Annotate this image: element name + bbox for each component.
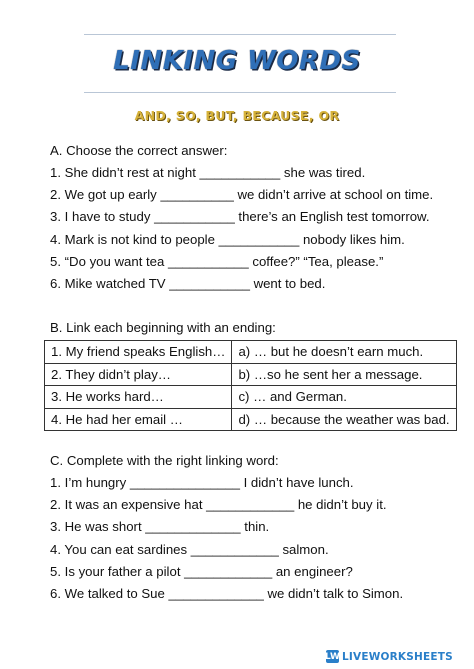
section-a-heading: A. Choose the correct answer:	[50, 143, 228, 158]
beginning-cell: 3. He works hard…	[45, 386, 232, 409]
table-row	[45, 341, 457, 364]
section-c-heading: C. Complete with the right linking word:	[50, 453, 279, 468]
page-title: LINKING WORDS	[113, 46, 361, 76]
section-c-item: 6. We talked to Sue _____________ we didn’t talk to Simon.	[50, 586, 404, 601]
page-subtitle: AND, SO, BUT, BECAUSE, OR	[134, 108, 340, 123]
section-a-item: 1. She didn’t rest at night ___________ she was tired.	[50, 165, 366, 180]
beginning-cell: 2. They didn’t play…	[45, 363, 232, 386]
beginning-cell: 4. He had her email …	[45, 408, 232, 431]
table-row	[45, 363, 457, 386]
ending-cell: c) … and German.	[232, 386, 456, 409]
liveworksheets-icon: LW	[325, 651, 340, 662]
matching-table	[44, 340, 457, 431]
section-a-item: 4. Mark is not kind to people ___________ nobody likes him.	[50, 232, 405, 247]
table-row	[45, 408, 457, 431]
ending-cell: b) …so he sent her a message.	[232, 363, 456, 386]
ending-cell: d) … because the weather was bad.	[232, 408, 456, 431]
section-a-item: 2. We got up early __________ we didn’t arrive at school on time.	[50, 187, 434, 202]
table-row	[45, 386, 457, 409]
section-a-item: 6. Mike watched TV ___________ went to bed.	[50, 276, 326, 291]
section-c-item: 5. Is your father a pilot ____________ an engineer?	[50, 564, 353, 579]
section-a-item: 5. “Do you want tea ___________ coffee?” “Tea, please.”	[50, 254, 384, 269]
section-c-item: 1. I’m hungry _______________ I didn’t have lunch.	[50, 475, 354, 490]
brand-name: LIVEWORKSHEETS	[342, 650, 453, 663]
top-divider	[84, 34, 396, 35]
title-divider	[84, 92, 396, 93]
section-c-item: 3. He was short _____________ thin.	[50, 519, 270, 534]
ending-cell: a) … but he doesn’t earn much.	[232, 341, 456, 364]
section-c-item: 2. It was an expensive hat ____________ he didn’t buy it.	[50, 497, 387, 512]
section-a-item: 3. I have to study ___________ there’s an English test tomorrow.	[50, 209, 430, 224]
section-c-item: 4. You can eat sardines ____________ salmon.	[50, 542, 329, 557]
liveworksheets-logo[interactable]	[326, 650, 453, 663]
section-b-heading: B. Link each beginning with an ending:	[50, 320, 276, 335]
beginning-cell: 1. My friend speaks English…	[45, 341, 232, 364]
